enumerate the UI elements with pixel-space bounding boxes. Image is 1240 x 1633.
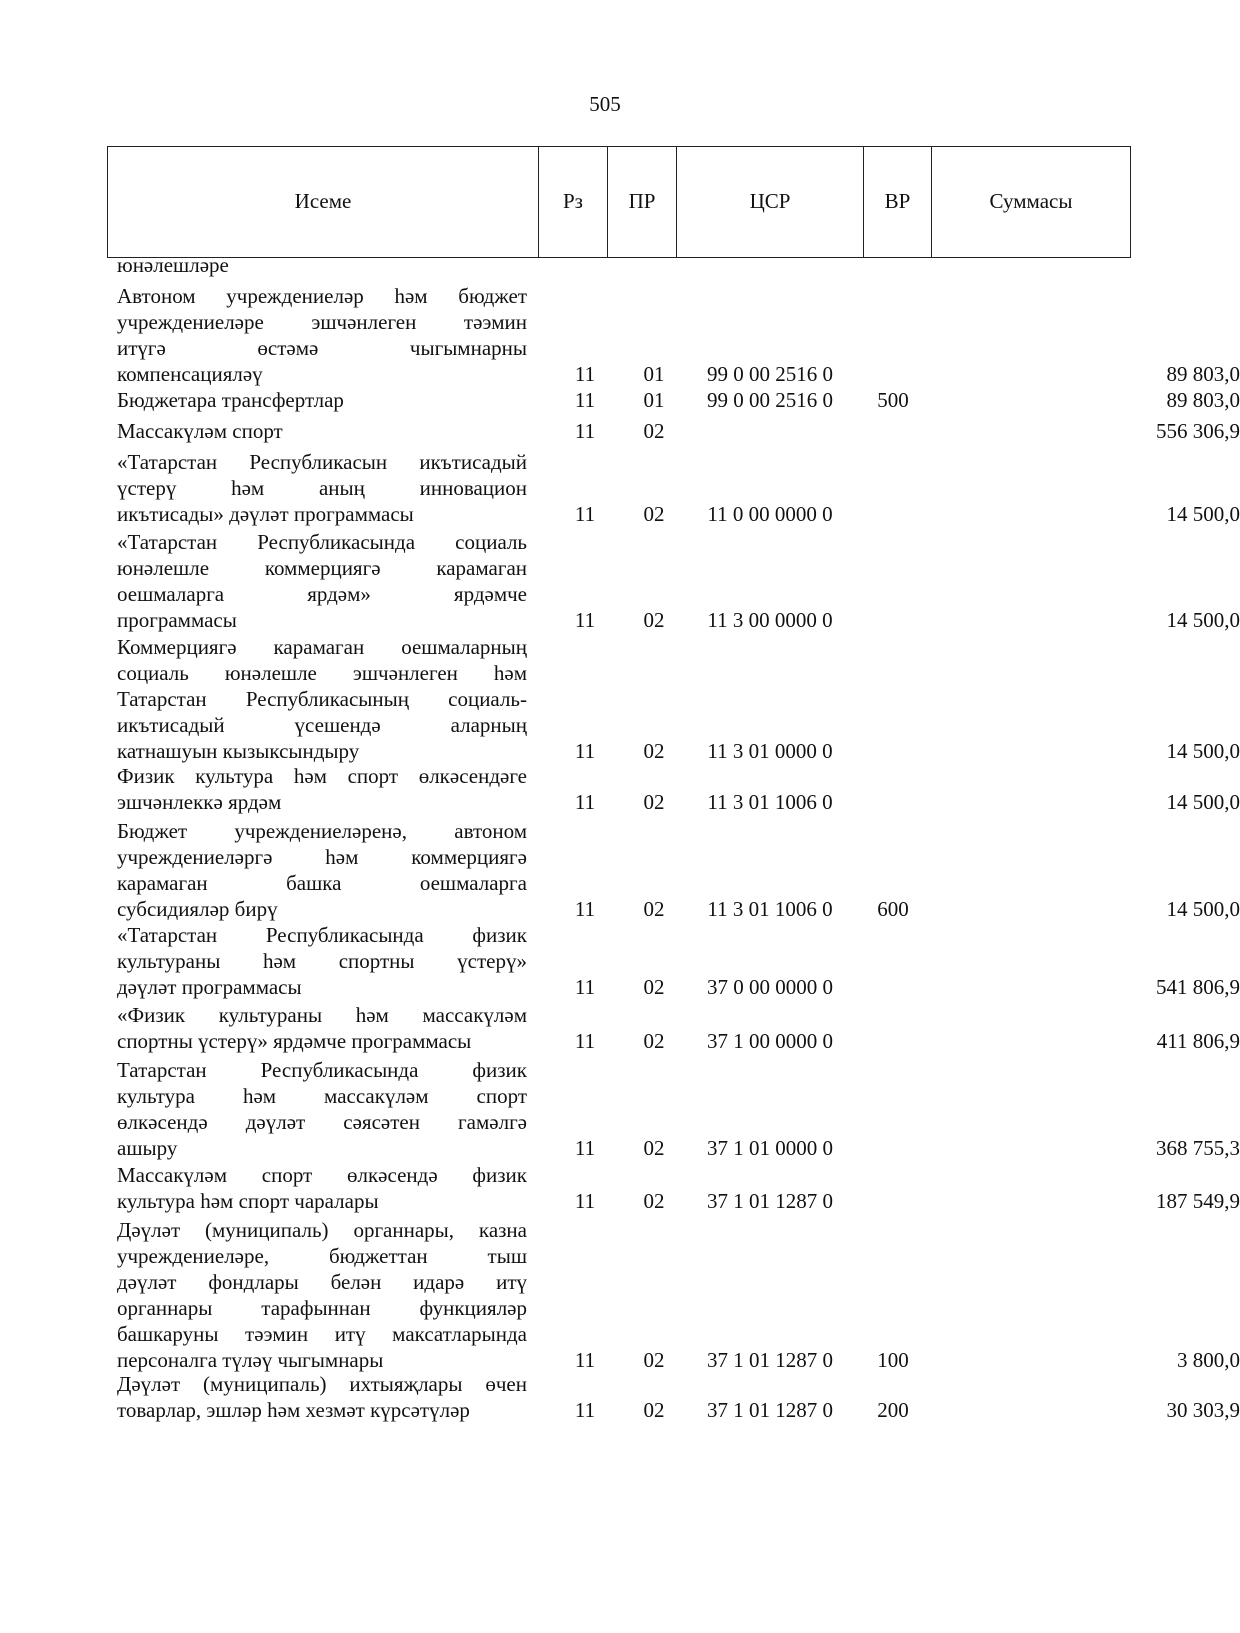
row-csr: 11 3 01 1006 0 xyxy=(707,790,833,814)
row-csr: 11 3 01 0000 0 xyxy=(707,739,833,763)
row-name-line: компенсацияләү xyxy=(117,362,263,386)
row-name-line: социаль юнәлешле эшчәнлеген һәм xyxy=(117,661,527,685)
row-name-line: учреждениеләре эшчәнлеген тәэмин xyxy=(117,310,527,334)
row-name xyxy=(117,818,527,922)
header-vr: ВР xyxy=(864,147,932,257)
row-name-line: өлкәсендә дәүләт сәясәтен гамәлгә xyxy=(117,1110,527,1134)
row-sum: 411 806,9 xyxy=(1156,1029,1240,1053)
row-pr: 02 xyxy=(643,790,665,814)
row-rz: 11 xyxy=(574,1398,596,1422)
row-name-line: Массакүләм спорт xyxy=(117,419,283,443)
row-pr: 02 xyxy=(643,608,665,632)
row-name xyxy=(117,1217,527,1373)
row-csr: 37 0 00 0000 0 xyxy=(707,975,833,999)
row-vr: 500 xyxy=(877,388,909,412)
row-pr: 02 xyxy=(643,739,665,763)
row-name-line: юнәлешләре xyxy=(117,253,229,277)
row-name xyxy=(117,922,527,1000)
row-name xyxy=(117,1002,527,1054)
row-csr: 99 0 00 2516 0 xyxy=(707,388,833,412)
row-sum: 14 500,0 xyxy=(1166,790,1240,814)
header-pr: ПР xyxy=(608,147,677,257)
row-rz: 11 xyxy=(574,975,596,999)
row-name-line: спортны үстерү» ярдәмче программасы xyxy=(117,1029,472,1053)
row-name-line: Физик культура һәм спорт өлкәсендәге xyxy=(117,764,527,788)
row-csr: 37 1 01 1287 0 xyxy=(707,1189,833,1213)
row-name-line: ашыру xyxy=(117,1136,178,1160)
row-sum: 89 803,0 xyxy=(1166,388,1240,412)
row-pr: 02 xyxy=(643,419,665,443)
row-rz: 11 xyxy=(574,790,596,814)
row-sum: 14 500,0 xyxy=(1166,897,1240,921)
row-rz: 11 xyxy=(574,608,596,632)
row-sum: 89 803,0 xyxy=(1166,362,1240,386)
row-sum: 14 500,0 xyxy=(1166,739,1240,763)
row-pr: 02 xyxy=(643,1136,665,1160)
row-name-line: субсидияләр бирү xyxy=(117,897,278,921)
row-name-line: Коммерциягә карамаган оешмаларның xyxy=(117,635,527,659)
row-pr: 01 xyxy=(643,362,665,386)
row-name-line: персоналга түләү чыгымнары xyxy=(117,1348,384,1372)
row-rz: 11 xyxy=(574,897,596,921)
row-name xyxy=(117,387,527,413)
row-name-line: дәүләт фондлары белән идарә итү xyxy=(117,1270,527,1294)
row-name-line: юнәлешле коммерциягә карамаган xyxy=(117,556,527,580)
row-name-line: катнашуын кызыксындыру xyxy=(117,739,360,763)
row-name-line: карамаган башка оешмаларга xyxy=(117,871,527,895)
row-name-line: «Татарстан Республикасын икътисадый xyxy=(117,450,527,474)
row-sum: 3 800,0 xyxy=(1177,1348,1240,1372)
row-rz: 11 xyxy=(574,1189,596,1213)
row-name-line: Дәүләт (муниципаль) органнары, казна xyxy=(117,1218,527,1242)
row-name-line: оешмаларга ярдәм» ярдәмче xyxy=(117,582,527,606)
row-name-line: икътисадый үсешендә аларның xyxy=(117,713,527,737)
row-name-line: Дәүләт (муниципаль) ихтыяҗлары өчен xyxy=(117,1372,527,1396)
row-name-line: «Татарстан Республикасында социаль xyxy=(117,530,527,554)
row-csr: 11 3 01 1006 0 xyxy=(707,897,833,921)
row-csr: 37 1 01 1287 0 xyxy=(707,1348,833,1372)
row-name-line: Массакүләм спорт өлкәсендә физик xyxy=(117,1163,527,1187)
row-pr: 02 xyxy=(643,1189,665,1213)
row-rz: 11 xyxy=(574,1029,596,1053)
row-name xyxy=(117,763,527,815)
row-vr: 200 xyxy=(877,1398,909,1422)
row-sum: 368 755,3 xyxy=(1156,1136,1240,1160)
header-rz: Рз xyxy=(539,147,608,257)
row-name-line: дәүләт программасы xyxy=(117,975,302,999)
row-name xyxy=(117,252,527,278)
row-sum: 30 303,9 xyxy=(1166,1398,1240,1422)
row-name-line: итүгә өстәмә чыгымнарны xyxy=(117,336,527,360)
row-rz: 11 xyxy=(574,1348,596,1372)
row-rz: 11 xyxy=(574,502,596,526)
row-name-line: Татарстан Республикасында физик xyxy=(117,1058,527,1082)
row-name-line: учреждениеләре, бюджеттан тыш xyxy=(117,1244,527,1268)
row-name-line: Бюджетара трансфертлар xyxy=(117,388,344,412)
row-sum: 187 549,9 xyxy=(1156,1189,1240,1213)
row-pr: 02 xyxy=(643,502,665,526)
row-name-line: Татарстан Республикасының социаль- xyxy=(117,687,527,711)
row-name xyxy=(117,1057,527,1161)
row-name xyxy=(117,529,527,633)
row-sum: 541 806,9 xyxy=(1156,975,1240,999)
row-vr: 600 xyxy=(877,897,909,921)
header-name: Исеме xyxy=(108,147,539,257)
row-rz: 11 xyxy=(574,739,596,763)
row-name-line: Бюджет учреждениеләренә, автоном xyxy=(117,819,527,843)
row-name-line: органнары тарафыннан функцияләр xyxy=(117,1296,527,1320)
row-name-line: учреждениеләргә һәм коммерциягә xyxy=(117,845,527,869)
row-sum: 556 306,9 xyxy=(1156,419,1240,443)
row-csr: 11 3 00 0000 0 xyxy=(707,608,833,632)
header-csr: ЦСР xyxy=(677,147,864,257)
row-pr: 02 xyxy=(643,975,665,999)
row-pr: 02 xyxy=(643,1029,665,1053)
row-name-line: товарлар, эшләр һәм хезмәт күрсәтүләр xyxy=(117,1398,470,1422)
row-sum: 14 500,0 xyxy=(1166,502,1240,526)
row-name-line: культура һәм спорт чаралары xyxy=(117,1189,379,1213)
row-csr: 37 1 00 0000 0 xyxy=(707,1029,833,1053)
row-name xyxy=(117,1162,527,1214)
row-name xyxy=(117,634,527,764)
row-csr: 37 1 01 0000 0 xyxy=(707,1136,833,1160)
row-rz: 11 xyxy=(574,388,596,412)
row-csr: 99 0 00 2516 0 xyxy=(707,362,833,386)
table-header xyxy=(107,146,1131,258)
row-pr: 02 xyxy=(643,897,665,921)
row-name xyxy=(117,283,527,387)
row-csr: 37 1 01 1287 0 xyxy=(707,1398,833,1422)
row-name-line: культура һәм массакүләм спорт xyxy=(117,1084,527,1108)
row-name-line: программасы xyxy=(117,608,237,632)
row-csr: 11 0 00 0000 0 xyxy=(707,502,833,526)
row-vr: 100 xyxy=(877,1348,909,1372)
row-name-line: эшчәнлеккә ярдәм xyxy=(117,790,282,814)
row-pr: 01 xyxy=(643,388,665,412)
row-name-line: «Татарстан Республикасында физик xyxy=(117,923,527,947)
row-rz: 11 xyxy=(574,362,596,386)
row-name xyxy=(117,1371,527,1423)
row-name-line: икътисады» дәүләт программасы xyxy=(117,502,414,526)
row-sum: 14 500,0 xyxy=(1166,608,1240,632)
row-name xyxy=(117,449,527,527)
header-sum: Суммасы xyxy=(989,188,1073,213)
row-name-line: «Физик культураны һәм массакүләм xyxy=(117,1003,527,1027)
row-name-line: үстерү һәм аның инновацион xyxy=(117,476,527,500)
row-rz: 11 xyxy=(574,419,596,443)
row-name xyxy=(117,418,527,444)
row-pr: 02 xyxy=(643,1398,665,1422)
row-name-line: Автоном учреждениеләр һәм бюджет xyxy=(117,284,527,308)
row-name-line: культураны һәм спортны үстерү» xyxy=(117,949,527,973)
row-pr: 02 xyxy=(643,1348,665,1372)
page-number: 505 xyxy=(589,92,621,116)
row-rz: 11 xyxy=(574,1136,596,1160)
row-name-line: башкаруны тәэмин итү максатларында xyxy=(117,1322,527,1346)
